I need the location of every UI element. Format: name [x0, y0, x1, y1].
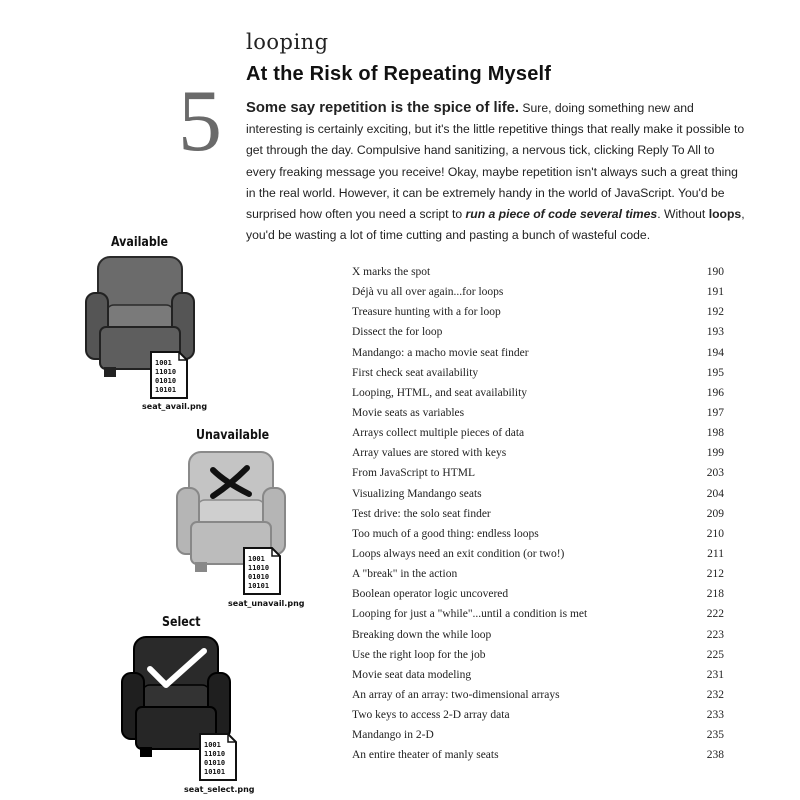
toc-entry-page: 218	[706, 588, 724, 601]
toc-entry-title: Mandango: a macho movie seat finder	[352, 346, 529, 359]
toc-entry-page: 196	[706, 386, 724, 399]
file-icon	[242, 546, 282, 596]
toc-entry-page: 232	[706, 688, 724, 701]
toc-entry[interactable]	[352, 584, 724, 604]
toc-entry[interactable]	[352, 423, 724, 443]
toc-entry-page: 194	[706, 346, 724, 359]
toc-entry-page: 193	[706, 326, 724, 339]
toc-entry[interactable]	[352, 282, 724, 302]
toc-entry[interactable]	[352, 343, 724, 363]
toc-entry-title: A "break" in the action	[352, 568, 458, 581]
toc-entry-title: Looping, HTML, and seat availability	[352, 386, 528, 399]
file-badge-line: 10101	[248, 582, 270, 590]
toc-entry[interactable]	[352, 604, 724, 624]
toc-entry-title: Loops always need an exit condition (or two!)	[352, 547, 565, 560]
toc-entry[interactable]	[352, 262, 724, 282]
toc-entry-title: Arrays collect multiple pieces of data	[352, 427, 525, 440]
toc-entry-title: Dissect the for loop	[352, 326, 443, 339]
toc-entry[interactable]	[352, 544, 724, 564]
file-badge-line: 11010	[248, 564, 270, 572]
toc-entry-page: 199	[706, 447, 724, 460]
toc-entry[interactable]	[352, 302, 724, 322]
toc-entry[interactable]	[352, 665, 724, 685]
toc-entry[interactable]	[352, 363, 724, 383]
file-badge-line: 01010	[248, 573, 270, 581]
toc-entry[interactable]	[352, 745, 724, 765]
toc-entry[interactable]	[352, 484, 724, 504]
intro-text-1: Sure, doing something new and interesting is certainly exciting, but it's the little repetitive things that really make it possible to get through the day. Compulsive hand sanitizing, a nervous tick, clicking Reply To All to every freaking message you receive! Okay, maybe repetition isn't always such a great thing in the real world. However, it can be extremely handy in the world of JavaScript. You'd be surprised how often you need a script to	[246, 101, 745, 222]
file-badge-line: 01010	[155, 377, 177, 385]
chapter-title: At the Risk of Repeating Myself	[246, 63, 552, 85]
file-badge-line: 10101	[204, 768, 226, 776]
toc-entry-title: Boolean operator logic uncovered	[352, 588, 509, 601]
seat-unavailable-caption: Unavailable	[196, 428, 270, 443]
toc-entry-title: Array values are stored with keys	[352, 447, 507, 460]
file-badge-line: 11010	[155, 368, 177, 376]
intro-bold-word: loops	[708, 207, 742, 222]
toc-entry-page: 197	[706, 406, 724, 419]
toc-entry-title: Looping for just a "while"...until a condition is met	[352, 608, 588, 621]
toc-entry-title: Mandango in 2-D	[352, 729, 434, 742]
toc-entry-title: Too much of a good thing: endless loops	[352, 527, 539, 540]
toc-entry-page: 212	[706, 568, 724, 581]
toc-entry-page: 222	[706, 608, 724, 621]
toc-entry-page: 238	[706, 749, 724, 762]
toc-entry-page: 192	[706, 306, 724, 319]
toc-entry[interactable]	[352, 504, 724, 524]
toc-entry[interactable]	[352, 524, 724, 544]
toc-entry[interactable]	[352, 625, 724, 645]
toc-entry-page: 209	[706, 507, 724, 520]
file-badge-line: 1001	[248, 555, 265, 563]
intro-paragraph	[246, 98, 746, 246]
toc-entry[interactable]	[352, 383, 724, 403]
toc-entry-title: First check seat availability	[352, 366, 479, 379]
toc-entry-page: 235	[706, 729, 724, 742]
seat-available-filename: seat_avail.png	[142, 402, 208, 411]
toc-entry-title: Two keys to access 2-D array data	[352, 709, 510, 722]
toc-entry-page: 223	[706, 628, 724, 641]
toc-entry-page: 198	[706, 427, 724, 440]
toc-entry-title: X marks the spot	[352, 266, 431, 278]
intro-lead: Some say repetition is the spice of life.	[246, 100, 519, 116]
seat-select-caption: Select	[162, 615, 201, 630]
toc-entry-title: From JavaScript to HTML	[352, 467, 475, 480]
file-icon	[149, 350, 189, 400]
toc-entry-page: 190	[706, 266, 724, 278]
toc-entry[interactable]	[352, 463, 724, 483]
toc-entry-title: An entire theater of manly seats	[352, 749, 499, 762]
file-badge-line: 01010	[204, 759, 226, 767]
intro-text-3: , you'd be wasting a lot of time cutting and pasting a bunch of wasteful code.	[246, 207, 745, 243]
file-badge-line: 11010	[204, 750, 226, 758]
toc-entry-page: 195	[706, 366, 724, 379]
seat-select-filename: seat_select.png	[184, 785, 255, 794]
toc-entry-page: 231	[706, 668, 724, 681]
file-badge-line: 1001	[204, 741, 221, 749]
toc-entry-page: 191	[706, 286, 724, 299]
toc-entry-page: 225	[706, 648, 724, 661]
file-badge-line: 1001	[155, 359, 172, 367]
seat-available-caption: Available	[111, 235, 169, 250]
file-icon	[198, 732, 238, 782]
toc-entry-page: 233	[706, 709, 724, 722]
toc-entry-title: Movie seat data modeling	[352, 668, 472, 681]
toc-entry[interactable]	[352, 725, 724, 745]
toc-entry-page: 211	[707, 547, 724, 560]
toc-entry[interactable]	[352, 685, 724, 705]
toc-entry-page: 204	[706, 487, 724, 500]
toc-entry-title: Movie seats as variables	[352, 406, 465, 419]
toc-entry-title: Visualizing Mandango seats	[352, 487, 482, 500]
toc-entry-title: Treasure hunting with a for loop	[352, 306, 501, 319]
toc-entry-title: Use the right loop for the job	[352, 648, 486, 661]
toc-entry[interactable]	[352, 705, 724, 725]
seat-unavailable-filename: seat_unavail.png	[228, 599, 305, 608]
toc-entry-title: Test drive: the solo seat finder	[352, 507, 491, 520]
toc-entry[interactable]	[352, 322, 724, 342]
intro-text-2: . Without	[657, 207, 709, 222]
toc-entry-title: Déjà vu all over again...for loops	[352, 286, 504, 299]
toc-entry[interactable]	[352, 443, 724, 463]
intro-emphasis: run a piece of code several times	[465, 207, 658, 222]
toc-entry-title: Breaking down the while loop	[352, 628, 492, 641]
toc-entry-page: 210	[706, 527, 724, 540]
toc-entry[interactable]	[352, 564, 724, 584]
chapter-number: 5	[178, 73, 222, 170]
toc-entry-title: An array of an array: two-dimensional arrays	[352, 688, 560, 701]
toc-entry[interactable]	[352, 645, 724, 665]
table-of-contents	[352, 262, 724, 766]
toc-entry-page: 203	[706, 467, 724, 480]
chapter-kicker: looping	[246, 30, 329, 54]
toc-entry[interactable]	[352, 403, 724, 423]
file-badge-line: 10101	[155, 386, 177, 394]
